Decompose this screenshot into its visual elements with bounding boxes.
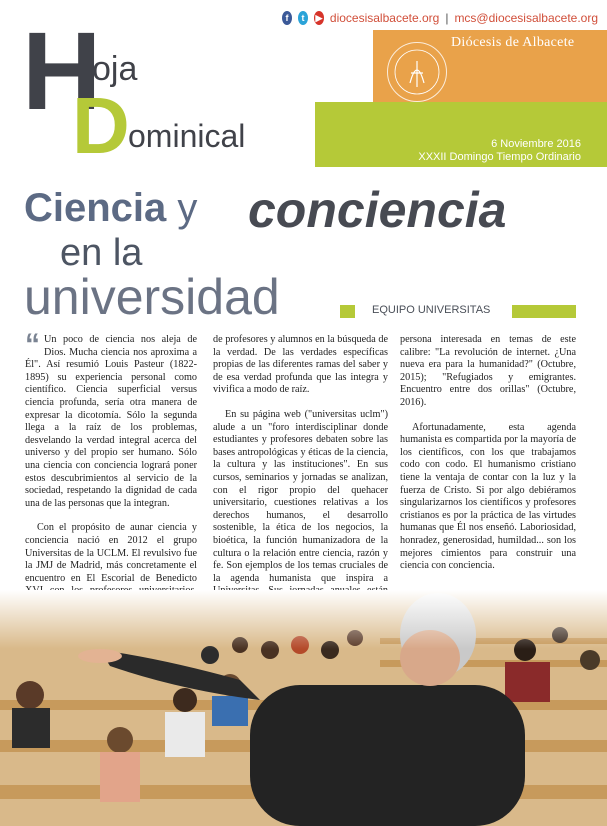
author-name: EQUIPO UNIVERSITAS [372, 304, 491, 316]
diocese-seal-logo [387, 42, 447, 102]
headline-y: y [177, 186, 198, 230]
paragraph [25, 328, 197, 510]
date-bar [315, 102, 607, 167]
quote-mark-icon: “ [25, 328, 40, 361]
youtube-icon[interactable]: ▶ [314, 11, 324, 25]
date-text: 6 Noviembre 2016 [491, 138, 581, 150]
diocese-name: Diócesis de Albacete [451, 35, 575, 50]
headline-ciencia: Ciencia [24, 186, 167, 230]
liturgical-day: XXXII Domingo Tiempo Ordinario [418, 151, 581, 163]
paragraph-text: Un poco de ciencia nos aleja de Dios. Mucha ciencia nos aproxima a Él". Así resumió Louis Pasteur (1822-1895) su experiencia personal como científico. Ciencia superficial versus ciencia profunda, sería otra manera de expresar la dicotomía. Sólo la segunda llega a la raíz de los problemas, desvelando la verdad integral acerca del universo y del propio ser humano. Sólo una ciencia con conciencia logrará poner estos descubrimientos al servicio de la sociedad, respetando la dignidad de cada una de las personas que la integran. [25, 334, 197, 509]
masthead-oja: oja [92, 50, 138, 88]
website-link[interactable]: diocesisalbacete.org [329, 11, 440, 25]
masthead-d: D [72, 81, 130, 170]
email-link[interactable]: mcs@diocesisalbacete.org [454, 11, 599, 25]
headline-conciencia: conciencia [248, 182, 507, 238]
headline-en-la: en la [60, 232, 143, 274]
article-column-2 [213, 334, 388, 622]
author-bar [512, 305, 576, 318]
contact-bar [282, 8, 598, 28]
paragraph: Con el propósito de aunar ciencia y conciencia nació en 2012 el grupo Universitas de la UCLM. El revulsivo fue la JMJ de Madrid, más concretamente el encuentro en El Escorial de Benedicto [25, 522, 197, 584]
twitter-icon[interactable]: t [298, 11, 308, 25]
classroom-photo [0, 590, 607, 826]
headline-universidad: universidad [24, 269, 280, 325]
paragraph: En su página web ("universitas uclm") alude a un "foro interdisciplinar donde estudiantes y profesores debaten sobre las bases antropológicas y éticas de la ciencia, la cultura y las instituciones". En sus cursos, seminarios y jornadas se analizan, con el rigor propio del quehacer universitario, cuestiones relativas a los derechos humanos, el desarrollo sostenible, la ética de los negocios, la bioética, la función humanizadora de la cultura o la relación entre ciencia, razón y fe. Son ejemplos de los temas cruciales de la agenda humanista que inspira a [213, 408, 388, 584]
paragraph: persona interesada en temas de este calibre: "La revolución de internet. ¿Una nueva era para la humanidad?" (Octubre, 2015); "Refugiados y emigrantes. Encuentro entre dos orillas" (Octubre, 2016). [400, 334, 576, 408]
headline-line1 [24, 186, 197, 231]
masthead-h: H [22, 10, 102, 133]
facebook-icon[interactable]: f [282, 11, 292, 25]
paragraph: Afortunadamente, esta agenda humanista es compartida por la mayoría de los científicos, con los que trabajamos codo con codo. El humanismo cristiano tiene la ventaja de contar con la luz y la fuerza de Cristo. Si por algo debiéramos singularizarnos los científicos y profesores cristianos es por la práctica de las virtudes humanas que Él nos enseñó. Laboriosidad, honradez, generosidad, humildad... son los mejores cimientos para construir una ciencia con conciencia. [400, 421, 576, 572]
author-marker [340, 305, 355, 318]
masthead-ominical: ominical [128, 118, 246, 154]
article-column-3 [400, 334, 576, 585]
issue-date [418, 138, 581, 164]
paragraph: de profesores y alumnos en la búsqueda de la verdad. De las verdades específicas propias de las diferentes ramas del saber y de esa verdad profunda que las integra y vivifica a modo de raíz. [213, 334, 388, 396]
contact-separator: | [445, 11, 449, 25]
